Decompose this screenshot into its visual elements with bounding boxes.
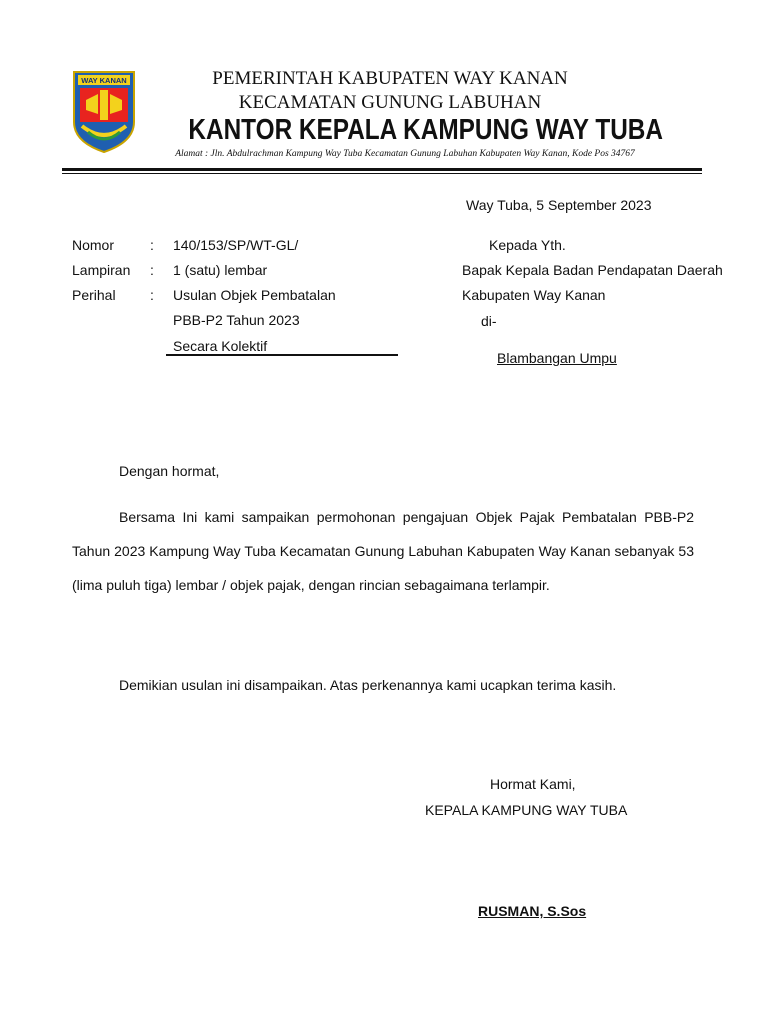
recipient-place: Blambangan Umpu	[497, 350, 617, 366]
logo-text: WAY KANAN	[81, 76, 127, 85]
perihal-label: Perihal	[72, 287, 116, 303]
perihal-line-3: Secara Kolektif	[173, 338, 268, 354]
perihal-colon: :	[150, 287, 154, 303]
letterhead-office-title: KANTOR KEPALA KAMPUNG WAY TUBA	[188, 114, 663, 146]
perihal-line-2: PBB-P2 Tahun 2023	[173, 312, 300, 328]
lampiran-colon: :	[150, 262, 154, 278]
body-paragraph-2: Demikian usulan ini disampaikan. Atas perkenannya kami ucapkan terima kasih.	[119, 677, 617, 693]
signature-name: RUSMAN, S.Sos	[478, 903, 587, 919]
letterhead-government: PEMERINTAH KABUPATEN WAY KANAN	[212, 68, 568, 89]
signature-title: KEPALA KAMPUNG WAY TUBA	[425, 802, 628, 818]
nomor-value: 140/153/SP/WT-GL/	[173, 237, 299, 253]
lampiran-value: 1 (satu) lembar	[173, 262, 268, 278]
perihal-line-1: Usulan Objek Pembatalan	[173, 287, 336, 303]
nomor-colon: :	[150, 237, 154, 253]
recipient-line-1: Bapak Kepala Badan Pendapatan Daerah	[462, 262, 723, 278]
recipient-line-2: Kabupaten Way Kanan	[462, 287, 606, 303]
body-paragraph-1: Bersama Ini kami sampaikan permohonan pengajuan Objek Pajak Pembatalan PBB-P2 Tahun 2023 Kampung Way Tuba Kecamatan Gunung Labuhan Kabupaten Way Kanan sebanyak 53 (lima puluh tiga) lembar / objek pajak, dengan rincian sebagaimana terlampir.	[72, 509, 694, 593]
way-kanan-emblem-logo	[72, 70, 136, 154]
perihal-underline	[166, 354, 398, 356]
date-line: Way Tuba, 5 September 2023	[466, 197, 652, 213]
recipient-greeting: Kepada Yth.	[489, 237, 566, 253]
letterhead-address: Alamat : Jln. Abdulrachman Kampung Way Tuba Kecamatan Gunung Labuhan Kabupaten Way Kanan, Kode Pos 34767	[175, 149, 635, 159]
letterhead-rule-thin	[62, 173, 702, 174]
lampiran-label: Lampiran	[72, 262, 131, 278]
letterhead-rule-thick	[62, 168, 702, 171]
letterhead-district: KECAMATAN GUNUNG LABUHAN	[238, 92, 542, 113]
nomor-label: Nomor	[72, 237, 115, 253]
signature-closing: Hormat Kami,	[490, 776, 576, 792]
salutation: Dengan hormat,	[119, 463, 220, 479]
recipient-di: di-	[481, 313, 497, 329]
